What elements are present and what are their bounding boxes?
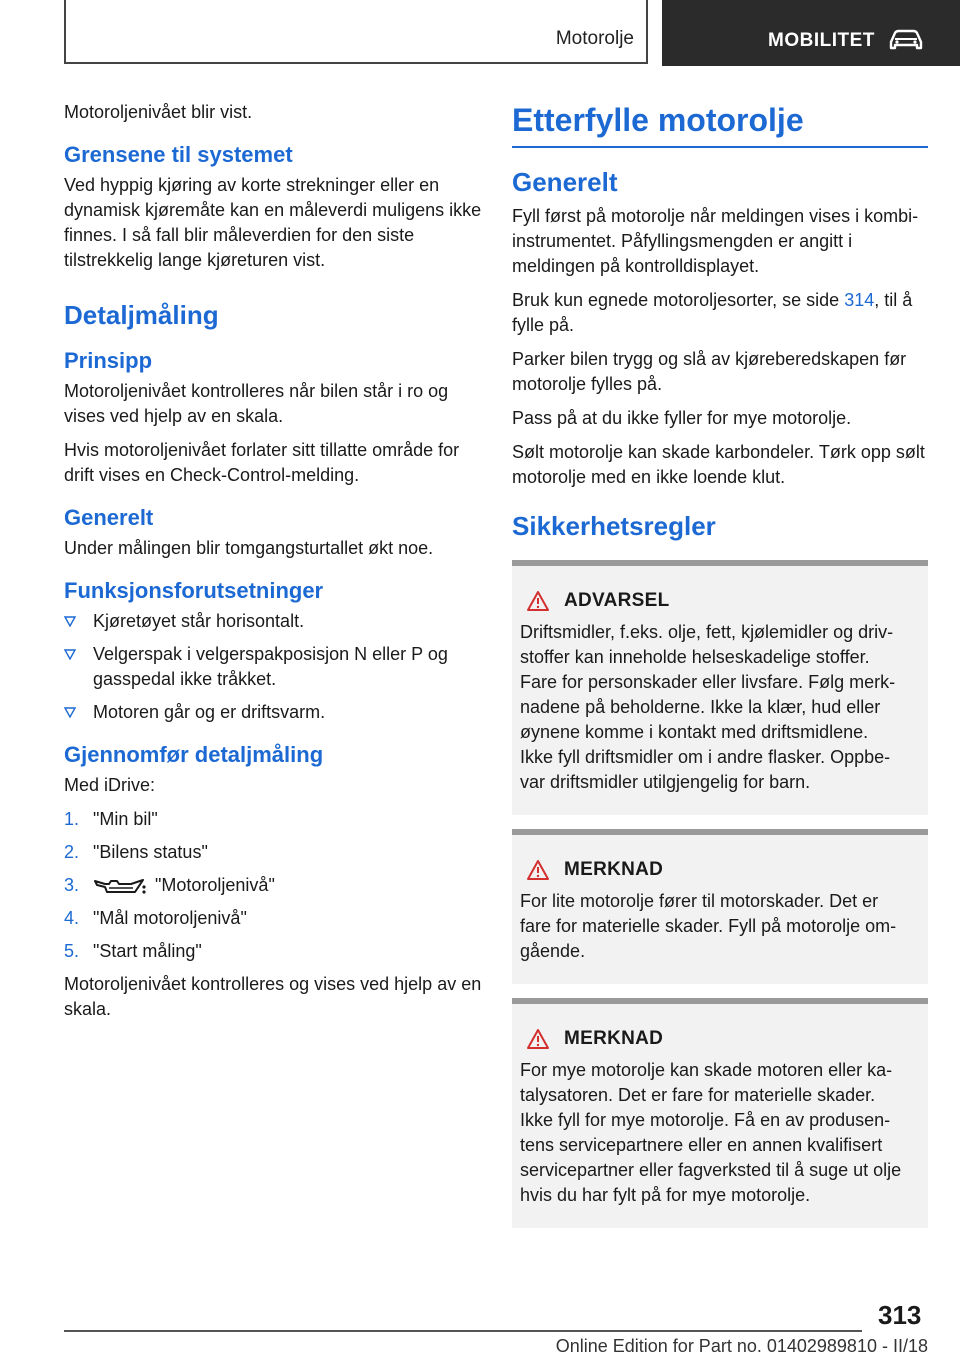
notice-label: MERKNAD [564, 859, 664, 880]
page-title: Etterfylle motorolje [512, 100, 928, 148]
footer-divider [64, 1330, 862, 1332]
principle-text-1: Motoroljenivået kontrolleres når bilen står i ro og vises ved hjelp av en skala. [64, 381, 449, 426]
list-item [64, 840, 482, 865]
triangle-bullet-icon [64, 707, 76, 718]
right-column [512, 100, 928, 1242]
chapter-title: MOBILITET [768, 30, 875, 51]
general-text-left: Under målingen blir tomgangsturtallet økt noe. [64, 538, 434, 558]
page-link[interactable]: 314 [844, 290, 875, 310]
perform-intro: Med iDrive: [64, 775, 156, 795]
requirements-list [64, 609, 482, 725]
list-item [64, 807, 482, 832]
step-text: "Min bil" [93, 809, 158, 829]
principle-text-2: Hvis motoroljenivået forlater sitt tillatte område for drift vises en Check-Control-melding. [64, 440, 460, 485]
step-number: 5. [64, 941, 80, 961]
list-item: Velgerspak i velgerspakposisjon N eller P og gasspedal ikke tråkket. [64, 642, 482, 692]
step-number: 3. [64, 875, 80, 895]
warning-box [512, 560, 928, 815]
notice-header [526, 1028, 920, 1050]
intro-text: Motoroljenivået blir vist. [64, 102, 253, 122]
left-column [64, 100, 482, 1031]
section-title: Motorolje [555, 28, 634, 49]
triangle-bullet-icon [64, 616, 76, 627]
limits-text: Ved hyppig kjøring av korte strekninger eller en dynamisk kjøremåte kan en måleverdi muligens ikke finnes. I så fall blir måleverdien for den siste tilstrekkelig lange kjøreturen vist. [64, 175, 482, 270]
list-item: Motoren går og er driftsvarm. [64, 700, 482, 725]
warning-header [526, 590, 920, 612]
notice-box [512, 829, 928, 984]
safety-heading: Sikkerhetsregler [512, 511, 716, 541]
edition-text: Online Edition for Part no. 01402989810 - II/18 [555, 1336, 928, 1356]
step-text: "Motoroljenivå" [155, 875, 275, 895]
step-text: "Start måling" [93, 941, 202, 961]
general-heading-right: Generelt [512, 167, 618, 197]
outro-text: Motoroljenivået kontrolleres og vises ved hjelp av en skala. [64, 974, 482, 1019]
triangle-bullet-icon [64, 649, 76, 660]
detailed-heading: Detaljmåling [64, 300, 219, 330]
warning-triangle-icon [526, 859, 550, 881]
refill-text-2: Bruk kun egnede motoroljesorter, se side 314, til å fylle på. [512, 290, 913, 335]
list-item [64, 906, 482, 931]
refill-text-5: Sølt motorolje kan skade karbondeler. Tørk opp sølt motorolje med en ikke loende klut. [512, 442, 925, 487]
notice-label: MERKNAD [564, 1028, 664, 1049]
refill-text-1: Fyll først på motorolje når meldingen vises i kombi-instrumentet. Påfyllingsmengden er angitt i meldingen på kontrolldisplayet. [512, 206, 919, 276]
car-icon [888, 29, 924, 51]
requirements-heading: Funksjonsforutsetninger [64, 578, 324, 603]
header-chapter-box [662, 0, 960, 66]
refill-text-3: Parker bilen trygg og slå av kjøreberedskapen før motorolje fylles på. [512, 349, 907, 394]
notice-text: For mye motorolje kan skade motoren eller ka- talysatoren. Det er fare for materielle skader. Ikke fyll for mye motorolje. Få en av produsen- tens servicepartnere eller en annen kvalifisert servicepartner eller fagverksted til å suge ut olje hvis du har fylt på for mye motorolje. [520, 1060, 902, 1205]
notice-header [526, 859, 920, 881]
notice-text: For lite motorolje fører til motorskader. Det er fare for materielle skader. Fyll på motorolje om- gående. [520, 891, 897, 961]
step-number: 1. [64, 809, 80, 829]
notice-box [512, 998, 928, 1228]
page-number: 313 [878, 1300, 922, 1330]
step-text: "Mål motoroljenivå" [93, 908, 247, 928]
perform-heading: Gjennomfør detaljmåling [64, 742, 324, 767]
header-section-box [64, 0, 648, 64]
warning-triangle-icon [526, 1028, 550, 1050]
general-heading-left: Generelt [64, 505, 154, 530]
warning-text: Driftsmidler, f.eks. olje, fett, kjølemidler og driv- stoffer kan inneholde helseskadelige stoffer. Fare for personskader eller livsfare. Følg merk- nadene på beholderne. Ikke la klær, hud eller øynene komme i kontakt med driftsmidlene. Ikke fyll driftsmidler om i andre flasker. Oppbe- var driftsmidler utilgjengelig for barn. [520, 622, 896, 792]
list-item [64, 873, 482, 898]
warning-label: ADVARSEL [564, 590, 670, 611]
list-item: Kjøretøyet står horisontalt. [64, 609, 482, 634]
list-item [64, 939, 482, 964]
refill-text-4: Pass på at du ikke fyller for mye motorolje. [512, 408, 852, 428]
step-text: "Bilens status" [93, 842, 208, 862]
principle-heading: Prinsipp [64, 348, 153, 373]
step-number: 4. [64, 908, 80, 928]
oil-can-icon [93, 876, 147, 896]
warning-triangle-icon [526, 590, 550, 612]
steps-list [64, 807, 482, 964]
limits-heading: Grensene til systemet [64, 142, 293, 167]
step-number: 2. [64, 842, 80, 862]
